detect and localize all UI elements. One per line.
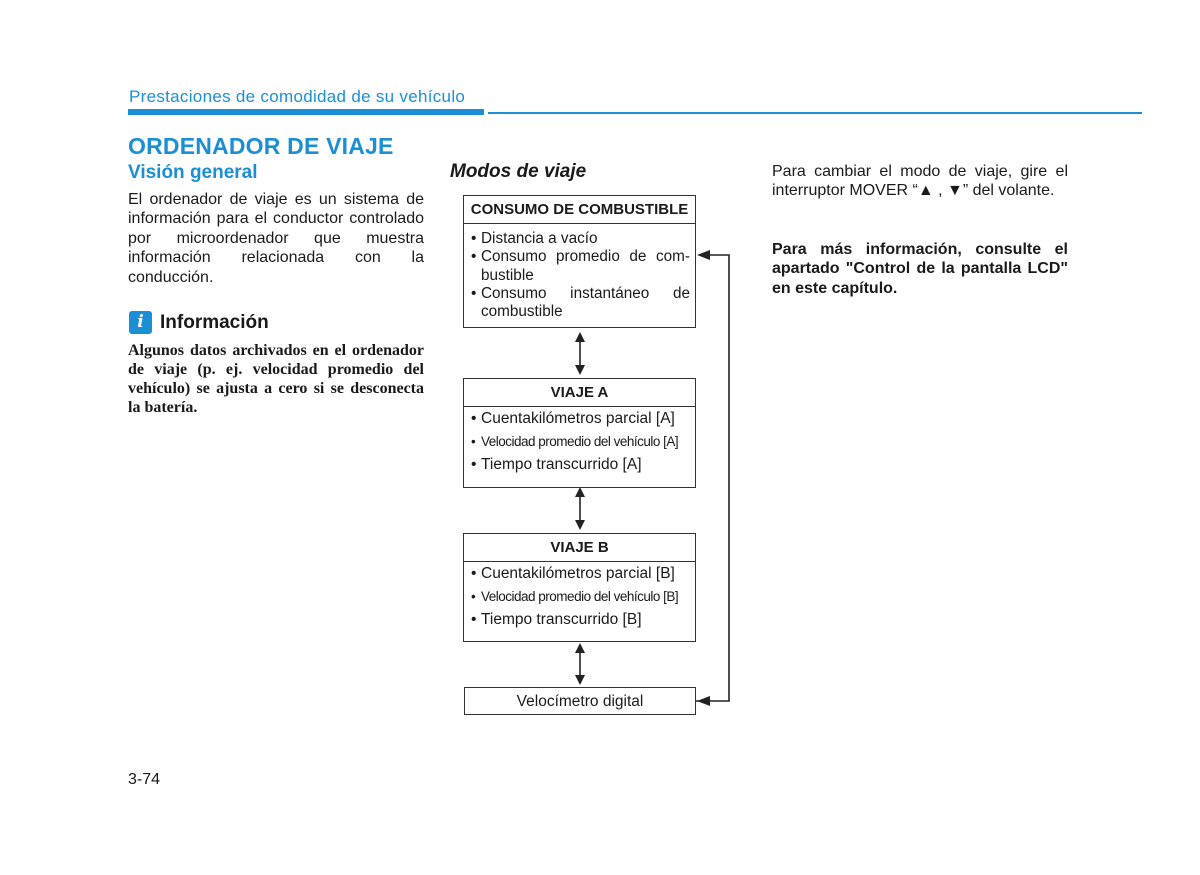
mode-box-viaje-b: [463, 533, 696, 642]
arrowhead-down: [575, 675, 585, 685]
mode-box-velocimetro: Velocímetro digital: [464, 687, 696, 715]
info-icon: i: [129, 311, 152, 334]
mode-box-viaje-a: [463, 378, 696, 488]
reference-paragraph: Para más información, consulte el apartado "Control de la pantalla LCD" en este capítulo.: [772, 241, 1068, 297]
arrowhead-left: [697, 250, 710, 260]
list-item: • Tiempo transcurrido [B]: [464, 608, 695, 631]
arrowhead-up: [575, 487, 585, 497]
modes-title: Modos de viaje: [450, 161, 587, 182]
info-paragraph: Algunos datos archivados en el ordenador de viaje (p. ej. velocidad promedio del vehículo) se ajusta a cero si se desconecta la batería.: [128, 342, 424, 416]
chapter-header: Prestaciones de comodidad de su vehículo: [129, 87, 466, 106]
loop-return-line: [696, 255, 729, 701]
arrowhead-down: [575, 365, 585, 375]
header-rule-thick: [128, 109, 484, 115]
header-rule-thin: [488, 112, 1142, 114]
list-item: • Cuentakilómetros parcial [A]: [464, 407, 695, 430]
instruction-paragraph: Para cambiar el modo de viaje, gire el interruptor MOVER “▲ , ▼” del volante.: [772, 163, 1068, 200]
mode-header: VIAJE A: [464, 379, 695, 407]
intro-paragraph: El ordenador de viaje es un sistema de información para el conductor controlado por microordenador que muestra información relacionada con la conducción.: [128, 191, 424, 286]
arrowhead-down: [575, 520, 585, 530]
list-item: • Cuentakilómetros parcial [B]: [464, 562, 695, 585]
arrowhead-left: [697, 696, 710, 706]
list-item: • Consumo promedio de com- bustible: [464, 248, 690, 285]
mode-header: CONSUMO DE COMBUSTIBLE: [464, 196, 695, 224]
list-item: • Velocidad promedio del vehículo [B]: [464, 585, 695, 608]
arrowhead-up: [575, 332, 585, 342]
list-item: • Velocidad promedio del vehículo [A]: [464, 430, 695, 453]
mode-header: VIAJE B: [464, 534, 695, 562]
list-item: • Tiempo transcurrido [A]: [464, 453, 695, 476]
list-item: • Consumo instantáneo de combustible: [464, 285, 690, 322]
section-title: ORDENADOR DE VIAJE: [128, 133, 394, 159]
info-title: Información: [160, 312, 269, 333]
subsection-title: Visión general: [128, 162, 258, 183]
arrowhead-up: [575, 643, 585, 653]
list-item: • Distancia a vacío: [464, 230, 690, 248]
page-number: 3-74: [128, 771, 161, 788]
mode-box-consumo: [463, 195, 696, 328]
